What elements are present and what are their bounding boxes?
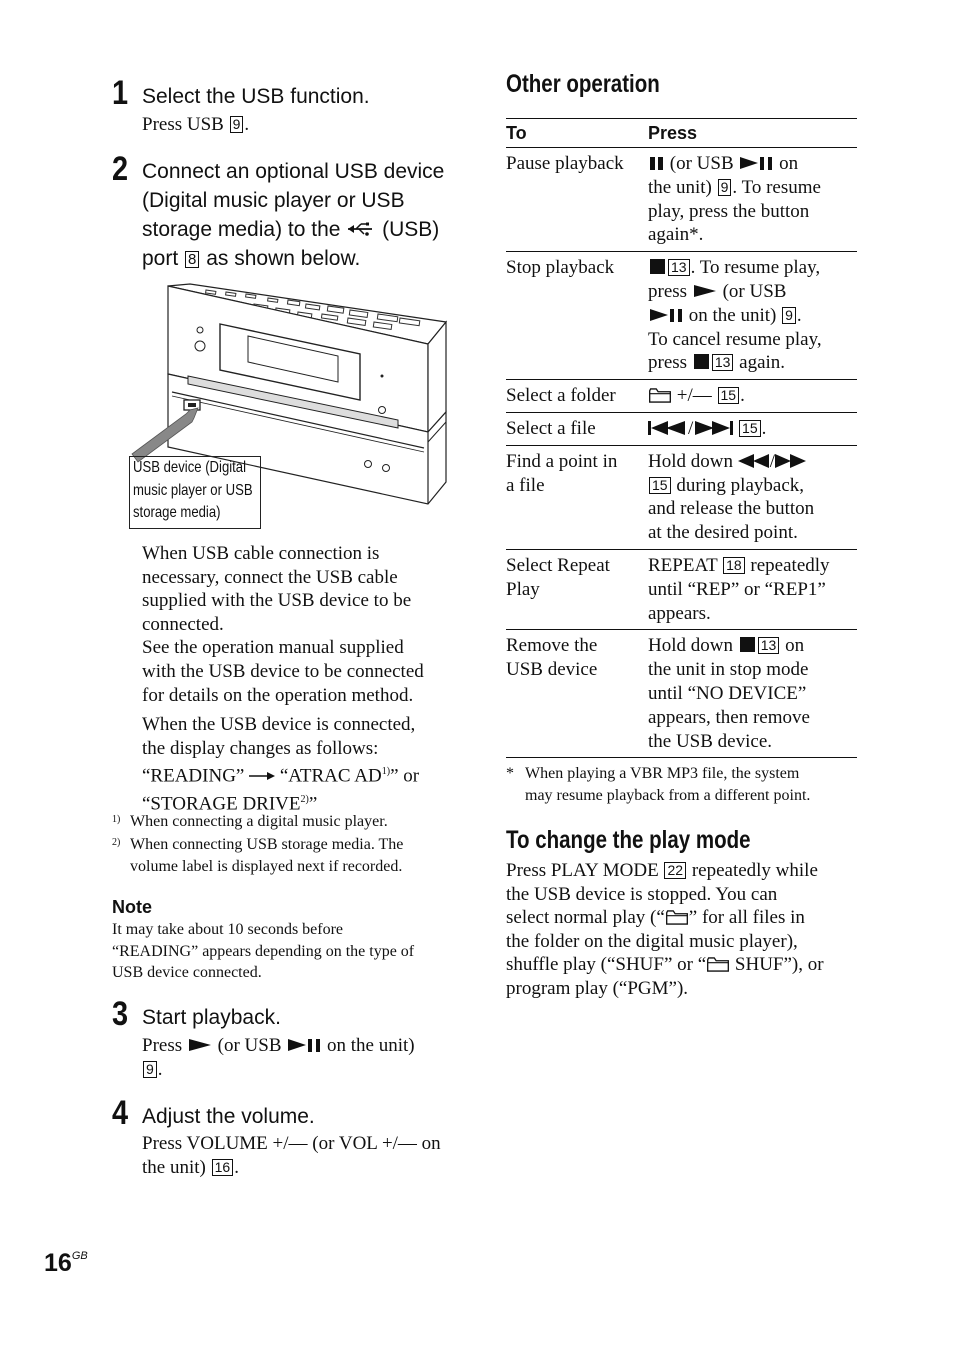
footnote-mark: 1) <box>112 814 121 825</box>
column-header: To <box>506 119 648 148</box>
step-title: Adjust the volume. <box>142 1105 315 1128</box>
pause-icon <box>308 1039 320 1052</box>
ref-box: 16 <box>212 1159 234 1176</box>
pause-icon <box>670 309 682 322</box>
usb-icon <box>346 222 376 236</box>
text: It may take about 10 seconds before <box>112 921 344 938</box>
table-header-row <box>506 119 857 148</box>
label-text <box>133 457 253 525</box>
text: USB device <box>506 659 598 681</box>
text: Press USB <box>142 114 229 135</box>
text: as shown below. <box>200 247 361 270</box>
text: connected. <box>142 613 224 635</box>
text: may resume playback from a different point. <box>525 786 811 804</box>
text: . <box>157 1058 163 1080</box>
text: REPEAT <box>648 554 723 576</box>
display-change-paragraph <box>142 713 419 816</box>
ref-box: 18 <box>723 557 745 574</box>
text: (Digital music player or USB <box>142 189 405 212</box>
text: volume label is displayed next if recorded. <box>130 857 403 875</box>
footnote-mark: * <box>506 765 514 782</box>
text <box>648 256 857 280</box>
text: on <box>774 153 799 174</box>
to-cell <box>506 549 648 629</box>
section-heading: To change the play mode <box>506 826 751 854</box>
text: on <box>780 635 805 657</box>
text: repeatedly <box>745 554 830 576</box>
text: and release the button <box>648 498 815 520</box>
text: ” for all files in <box>688 907 805 929</box>
text <box>648 152 857 176</box>
text: . <box>234 1156 239 1178</box>
table-row <box>506 630 857 758</box>
ref-box: 9 <box>782 307 796 324</box>
text: SHUF”), or <box>730 954 824 976</box>
footnote-mark: 2) <box>112 837 121 848</box>
text: When USB cable connection is <box>142 543 380 564</box>
press-cell <box>648 148 857 252</box>
text: “READING” appears depending on the type of <box>112 942 415 960</box>
play-icon <box>189 1039 211 1051</box>
text: . <box>761 417 767 439</box>
text: Select Repeat <box>506 554 610 576</box>
text: Connect an optional USB device <box>142 160 445 183</box>
text: “ATRAC AD <box>275 765 382 787</box>
play-icon <box>740 157 758 169</box>
table-row <box>506 252 857 380</box>
text <box>506 859 824 883</box>
text: the display changes as follows: <box>142 737 379 759</box>
text <box>648 280 857 304</box>
ref-box: 13 <box>712 354 734 371</box>
text: To cancel resume play, <box>648 328 822 350</box>
text: necessary, connect the USB cable <box>142 566 398 588</box>
text <box>506 953 824 977</box>
step-title: Start playback. <box>142 1006 281 1029</box>
text: press <box>648 352 692 374</box>
text: 16 <box>44 1249 72 1277</box>
ref-box: 15 <box>718 387 740 404</box>
ref-box: 13 <box>758 637 780 654</box>
text: Remove the <box>506 635 598 657</box>
ref-box: 15 <box>739 420 761 437</box>
text: again. <box>734 352 786 374</box>
to-cell: Stop playback <box>506 252 648 380</box>
press-cell <box>648 412 857 445</box>
text: (or USB <box>212 1035 287 1056</box>
text: on the unit) <box>322 1035 415 1056</box>
text: the unit) <box>142 1156 211 1178</box>
folder-icon <box>648 388 672 403</box>
press-cell <box>648 630 857 758</box>
text: at the desired point. <box>648 522 798 544</box>
to-cell: Pause playback <box>506 148 648 252</box>
illustration-label <box>129 456 261 529</box>
text: until “NO DEVICE” <box>648 682 807 704</box>
text <box>142 1156 441 1180</box>
text: port <box>142 247 185 270</box>
text: When connecting USB storage media. The <box>130 836 404 853</box>
to-cell <box>506 630 648 758</box>
text: Press PLAY MODE <box>506 860 664 881</box>
section-heading: Other operation <box>506 70 660 98</box>
text <box>142 1058 415 1082</box>
text <box>506 906 824 930</box>
text: When the USB device is connected, <box>142 714 416 735</box>
table-row <box>506 549 857 629</box>
text: (USB) <box>376 218 440 241</box>
text: during playback, <box>671 474 805 496</box>
text: until “REP” or “REP1” <box>648 578 826 600</box>
text: repeatedly while <box>687 860 818 881</box>
text <box>648 634 857 658</box>
text: shuffle play (“SHUF” or “ <box>506 954 707 976</box>
text: . <box>244 114 250 135</box>
folder-icon <box>706 957 730 972</box>
folder-icon <box>665 910 689 925</box>
text <box>648 351 857 375</box>
text: . <box>796 304 802 326</box>
table-row <box>506 380 857 413</box>
next-track-icon <box>695 421 733 435</box>
text: “READING” <box>142 765 250 787</box>
text: storage media) to the <box>142 218 347 241</box>
text: When playing a VBR MP3 file, the system <box>525 765 800 782</box>
note-title: Note <box>112 897 152 917</box>
text: the unit) <box>648 176 717 198</box>
text: Press <box>142 1035 187 1056</box>
step-body <box>142 1034 415 1081</box>
text: See the operation manual supplied <box>142 637 404 659</box>
press-cell <box>648 445 857 549</box>
text: press <box>648 280 692 302</box>
footnote-1 <box>112 811 388 833</box>
table-row <box>506 148 857 252</box>
text: select normal play (“ <box>506 907 665 929</box>
text: on the unit) <box>684 304 782 326</box>
step-number: 4 <box>112 1094 129 1132</box>
table-row <box>506 445 857 549</box>
text <box>142 244 444 273</box>
note-body <box>112 919 414 984</box>
play-mode-paragraph <box>506 859 824 1001</box>
footnote-ref: 2) <box>300 794 309 806</box>
text: the USB device is stopped. You can <box>506 883 778 905</box>
text: the USB device. <box>648 730 773 752</box>
text: Hold down <box>648 450 738 472</box>
text: a file <box>506 474 545 496</box>
text: ” or <box>390 765 420 787</box>
text: When connecting a digital music player. <box>130 813 388 830</box>
step-title: Select the USB function. <box>142 85 370 108</box>
press-cell <box>648 380 857 413</box>
text <box>142 1034 415 1058</box>
text: USB device connected. <box>112 964 262 981</box>
text: USB device (Digital <box>133 459 247 476</box>
arrow-right-icon <box>249 771 275 781</box>
text: Play <box>506 578 540 600</box>
text: with the USB device to be connected <box>142 660 424 682</box>
text: ” <box>308 793 318 815</box>
text: “STORAGE DRIVE <box>142 793 301 815</box>
ref-box: 9 <box>230 116 244 133</box>
play-icon <box>694 285 716 297</box>
press-cell <box>648 549 857 629</box>
step-body <box>142 1132 441 1179</box>
ref-box: 15 <box>649 477 671 494</box>
text: . To resume play, <box>690 257 821 279</box>
stop-icon <box>650 259 665 274</box>
text: for details on the operation method. <box>142 684 414 706</box>
text: Find a point in <box>506 450 618 472</box>
ref-box: 9 <box>718 179 732 196</box>
text: storage media) <box>133 504 221 521</box>
text: (or USB <box>717 280 787 302</box>
table-row <box>506 412 857 445</box>
text: (or USB <box>665 153 739 174</box>
to-cell <box>506 445 648 549</box>
play-icon <box>650 309 668 321</box>
text <box>648 176 857 200</box>
ref-box: 22 <box>664 862 686 879</box>
ref-box: 13 <box>668 259 690 276</box>
pause-icon <box>650 157 663 170</box>
pause-icon <box>760 157 772 170</box>
text: appears, then remove <box>648 706 810 728</box>
page-number <box>44 1249 88 1278</box>
ref-box: 9 <box>143 1061 157 1078</box>
text <box>648 474 857 498</box>
text <box>648 554 857 578</box>
fast-forward-icon <box>775 454 807 468</box>
press-cell <box>648 252 857 380</box>
text: again*. <box>648 224 704 246</box>
text: Press VOLUME +/— (or VOL +/— on <box>142 1133 441 1154</box>
text <box>142 215 444 244</box>
text: appears. <box>648 602 711 624</box>
to-cell: Select a folder <box>506 380 648 413</box>
footnote-ref: 1) <box>381 766 391 778</box>
usb-cable-paragraph <box>142 542 424 707</box>
footnote-2 <box>112 834 403 877</box>
step-number: 2 <box>112 150 129 188</box>
step-body <box>142 113 249 137</box>
operations-table <box>506 118 857 758</box>
step-number: 3 <box>112 995 129 1033</box>
slash: / <box>688 417 694 439</box>
text: +/— <box>672 385 717 407</box>
text <box>142 760 419 788</box>
page-suffix: GB <box>71 1250 88 1262</box>
text: . <box>740 385 745 407</box>
text: the folder on the digital music player), <box>506 930 798 952</box>
step-number: 1 <box>112 74 129 112</box>
stop-icon <box>740 637 755 652</box>
step-title <box>142 157 444 273</box>
text: . To resume <box>732 176 821 198</box>
text: play, press the button <box>648 200 810 222</box>
play-icon <box>288 1039 306 1051</box>
text: program play (“PGM”). <box>506 977 689 999</box>
rewind-icon <box>738 454 770 468</box>
text: Hold down / <box>648 450 857 474</box>
text <box>648 304 857 328</box>
table-footnote <box>506 763 810 806</box>
text: supplied with the USB device to be <box>142 590 412 612</box>
ref-box: 8 <box>185 251 199 268</box>
text: music player or USB <box>133 481 253 499</box>
previous-track-icon <box>648 421 686 435</box>
stop-icon <box>694 354 709 369</box>
column-header: Press <box>648 119 857 148</box>
text: the unit in stop mode <box>648 659 809 681</box>
text: Hold down <box>648 635 738 657</box>
to-cell: Select a file <box>506 412 648 445</box>
